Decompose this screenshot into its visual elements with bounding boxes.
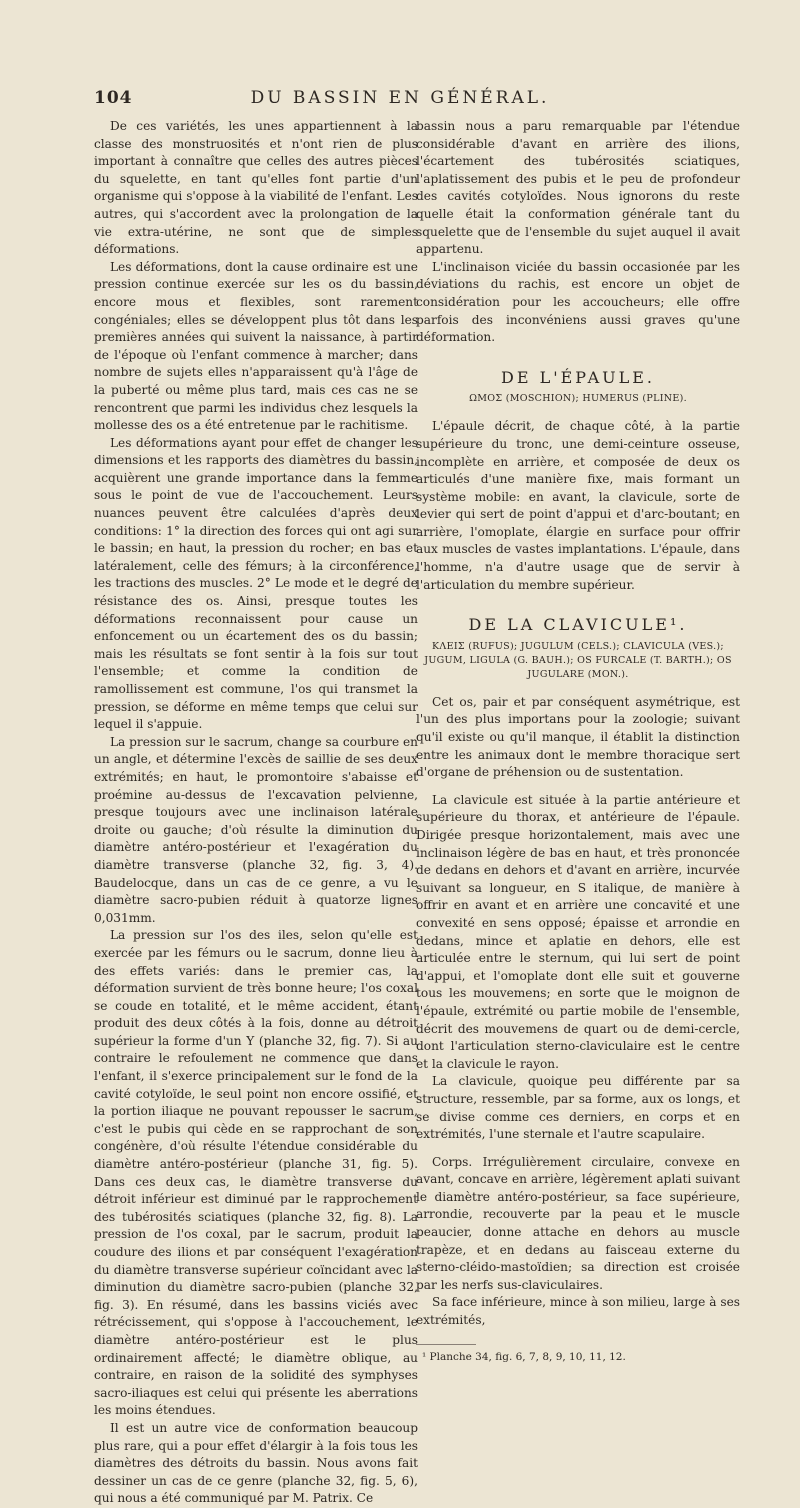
paragraph: La clavicule est située à la partie antérieure et supérieure du thorax, et antérieure de l'épaule. Dirigée presque horizontalement, mais avec une inclinaison légère de bas en haut, et très prononcée de dedans en dehors et d'avant en arrière, incurvée suivant sa longueur, en S italique, de manière à offrir en avant et en arrière une concavité et une convexité en sens opposé; épaisse et arrondie en dedans, mince et aplatie en dehors, elle est articulée entre le sternum, qui lui sert de point d'appui, et l'omoplate dont elle suit et gouverne tous les mouvemens; en sorte que le moignon de l'épaule, extrémité ou partie mobile de l'ensemble, décrit des mouvemens de quart ou de demi-cercle, dont l'articulation sterno-claviculaire est le centre et la clavicule le rayon. xyxy=(416,792,740,1071)
paragraph: La clavicule, quoique peu différente par sa structure, ressemble, par sa forme, aux os longs, et se divise comme ces derniers, en corps et en extrémités, l'une sternale et l'autre scapulaire. xyxy=(416,1074,740,1142)
paragraph: Corps. Irrégulièrement circulaire, convexe en avant, concave en arrière, légèrement aplati suivant le diamètre antéro-postérieur, sa face supérieure, arrondie, recouverte par la peau et le muscle peaucier, donne attache en dehors au muscle trapèze, et en dedans au faisceau externe du sterno-cléido-mastoïdien; sa direction est croisée par les nerfs sus-claviculaires. xyxy=(416,1154,740,1292)
paragraph: bassin nous a paru remarquable par l'étendue considérable d'avant en arrière des ilions, l'écartement des tubérosités sciatiques, l'aplatissement des pubis et le peu de profondeur des cavités cotyloïdes. Nous ignorons du reste quelle était la conformation générale tant du squelette que de l'ensemble du sujet auquel il avait appartenu. xyxy=(416,119,740,257)
paragraph: L'inclinaison viciée du bassin occasionée par les déviations du rachis, est encore un objet de considération pour les accoucheurs; elle offre parfois des inconvéniens aussi graves qu'une déformation. xyxy=(416,259,740,345)
spacer xyxy=(416,1144,740,1154)
paragraph: Il est un autre vice de conformation beaucoup plus rare, qui a pour effet d'élargir à la fois tous les diamètres des détroits du bassin. Nous avons fait dessiner un cas de ce genre (planche 32, fig. 5, 6), qui nous a été communiqué par M. Patrix. Ce xyxy=(94,1420,418,1506)
paragraph: Les déformations ayant pour effet de changer les dimensions et les rapports des diamètres du bassin, acquièrent une grande importance dans la femme sous le point de vue de l'accouchement. Leurs nuances peuvent être calculées d'après deux conditions: 1° la direction des forces qui ont agi sur le bassin; en haut, la pression du rocher; en bas et latéralement, celle des fémurs; à la circonférence, les tractions des muscles. 2° Le mode et le degré de résistance des os. Ainsi, presque toutes les déformations reconnaissent pour cause un enfoncement ou un écartement des os du bassin; mais les résultats se font sentir à la fois sur tout l'ensemble; et comme la condition de ramollissement est commune, l'os qui transmet la pression, se déforme en même temps que celui sur lequel il s'appuie. xyxy=(94,435,418,732)
section-synonyms-epaule: ΩΜΟΣ (MOSCHION); HUMERUS (PLINE). xyxy=(469,393,687,405)
paragraph: Sa face inférieure, mince à son milieu, large à ses extrémités, xyxy=(416,1295,740,1328)
section-title-epaule: DE L'ÉPAULE. xyxy=(500,367,656,387)
footnote-rule xyxy=(416,1344,476,1345)
paragraph: L'épaule décrit, de chaque côté, à la partie supérieure du tronc, une demi-ceinture osseuse, incomplète en arrière, et composée de deux os articulés d'une manière fixe, mais formant un système mobile: en avant, la clavicule, sorte de levier qui sert de point d'appui et d'arc-boutant; en arrière, l'omoplate, élargie en surface pour offrir aux muscles de vastes implantations. L'épaule, dans l'homme, n'a d'autre usage que de servir à l'articulation du membre supérieur. xyxy=(416,419,740,592)
spacer xyxy=(416,782,740,792)
left-column xyxy=(94,118,418,1508)
paragraph: Cet os, pair et par conséquent asymétrique, est l'un des plus importans pour la zoologie; suivant qu'il existe ou qu'il manque, il établit la distinction entre les animaux dont le membre thoracique sert d'organe de préhension ou de sustentation. xyxy=(416,694,740,780)
page-header xyxy=(94,88,706,112)
paragraph: De ces variétés, les unes appartiennent à la classe des monstruosités et n'ont rien de plus important à connaître que celles des autres pièces du squelette, en tant qu'elles font partie d'un organisme qui s'oppose à la viabilité de l'enfant. Les autres, qui s'accordent avec la prolongation de la vie extra-utérine, ne sont que de simples déformations. xyxy=(94,119,418,257)
paragraph: Les déformations, dont la cause ordinaire est une pression continue exercée sur les os du bassin, encore mous et flexibles, sont rarement congéniales; elles se développent plus tôt dans les premières années qui suivent la naissance, à partir de l'époque où l'enfant commence à marcher; dans nombre de sujets elles n'apparaissent qu'à l'âge de la puberté ou même plus tard, mais ces cas ne se rencontrent que parmi les individus chez lesquels la mollesse des os a été entretenue par le rachitisme. xyxy=(94,259,418,433)
paragraph: La pression sur le sacrum, change sa courbure en un angle, et détermine l'excès de saillie de ses deux extrémités; en haut, le promontoire s'abaisse et proémine au-dessus de l'excavation pelvienne, presque toujours avec une inclinaison latérale droite ou gauche; d'où résulte la diminution du diamètre antéro-postérieur et l'exagération du diamètre transverse (planche 32, fig. 3, 4). Baudelocque, dans un cas de ce genre, a vu le diamètre sacro-pubien réduit à quatorze lignes 0,031mm. xyxy=(94,734,419,925)
section-synonyms-clavicule: ΚΛΕΙΣ (RUFUS); JUGULUM (CELS.); CLAVICULA (VES.); JUGUM, LIGULA (G. BAUH.); OS FURCALE (T. BARTH.); OS JUGULARE (MON.). xyxy=(424,640,732,680)
section-title-clavicule: DE LA CLAVICULE¹. xyxy=(468,615,688,635)
running-title: DU BASSIN EN GÉNÉRAL. xyxy=(250,88,550,108)
footnote: ¹ Planche 34, fig. 6, 7, 8, 9, 10, 11, 12. xyxy=(422,1350,626,1363)
right-column xyxy=(416,118,740,1366)
page-number: 104 xyxy=(94,88,133,108)
paragraph: La pression sur l'os des iles, selon qu'elle est exercée par les fémurs ou le sacrum, donne lieu à des effets variés: dans le premier cas, la déformation survient de très bonne heure; l'os coxal se coude en totalité, et le même accident, étant produit des deux côtés à la fois, donne au détroit supérieur la forme d'un Y (planche 32, fig. 7). Si au contraire le refoulement ne commence que dans l'enfant, il s'exerce principalement sur le fond de la cavité cotyloïde, le seul point non encore ossifié, et la portion iliaque ne pouvant repousser le sacrum, c'est le pubis qui cède en se rapprochant de son congénère, d'où résulte l'étendue considérable du diamètre antéro-postérieur (planche 31, fig. 5). Dans ces deux cas, le diamètre transverse du détroit inférieur est diminué par le rapprochement des tubérosités sciatiques (planche 32, fig. 8). La pression de l'os coxal, par le sacrum, produit la coudure des ilions et par conséquent l'exagération du diamètre transverse supérieur coïncidant avec la diminution du diamètre sacro-pubien (planche 32, fig. 3). En résumé, dans les bassins viciés avec rétrécissement, qui s'oppose à l'accouchement, le diamètre antéro-postérieur est le plus ordinairement affecté; le diamètre oblique, au contraire, en raison de la solidité des symphyses sacro-iliaques est celui qui présente les aberrations les moins étendues. xyxy=(94,928,418,1418)
